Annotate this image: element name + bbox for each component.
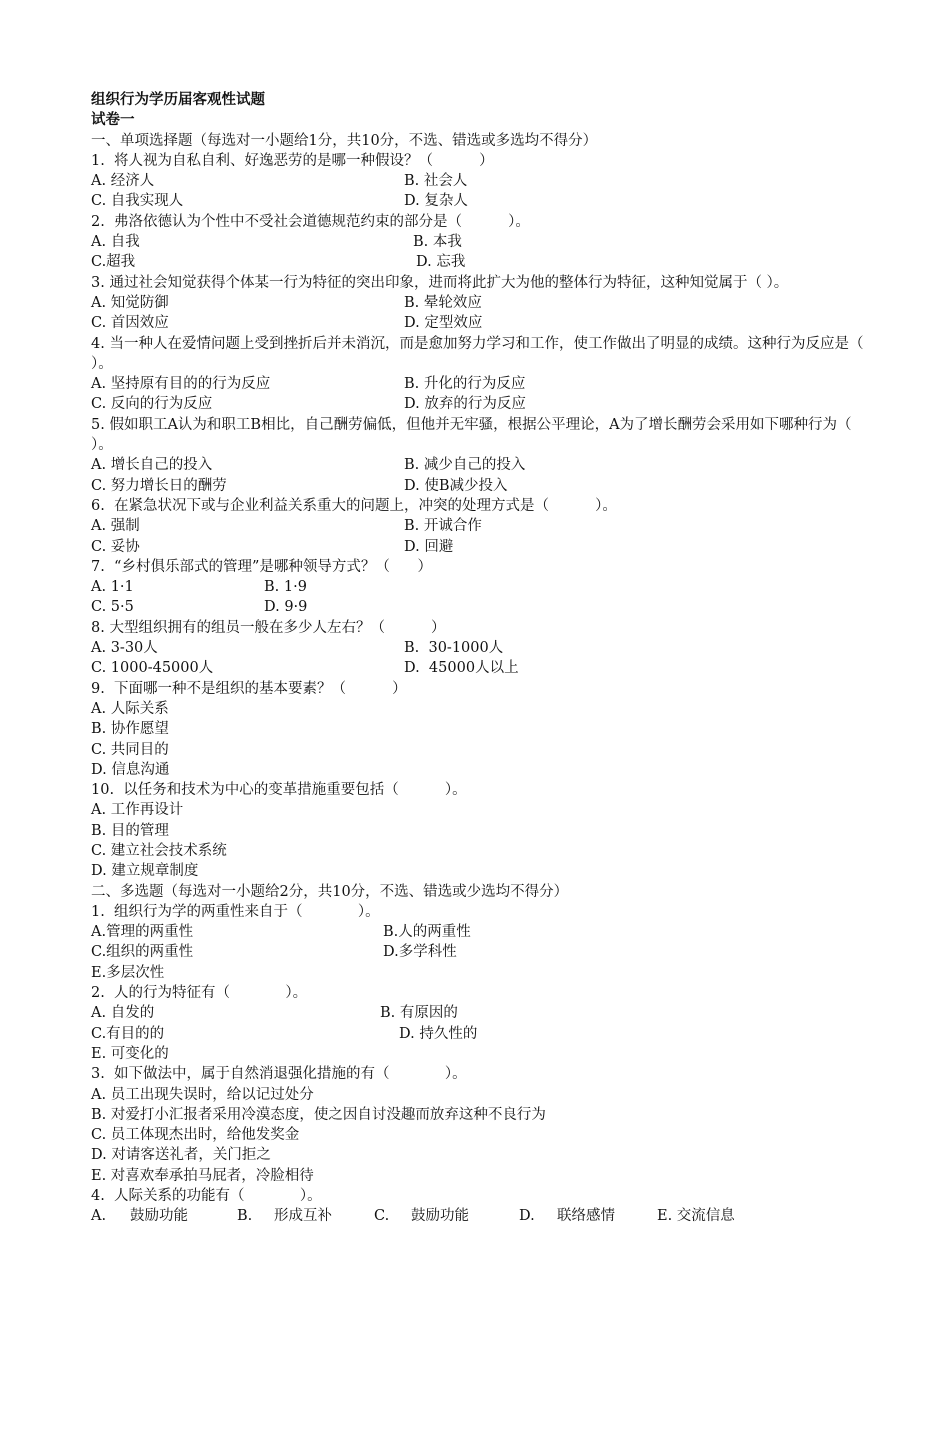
option-d: D. 复杂人 bbox=[404, 193, 468, 210]
option-d: D. 信息沟通 bbox=[91, 761, 170, 778]
option-a: A. 强制 bbox=[91, 518, 140, 535]
option-d: D. 9·9 bbox=[264, 599, 308, 616]
question-stem: 1. 组织行为学的两重性来自于（ ）。 bbox=[91, 903, 380, 920]
option-e: E. 对喜欢奉承拍马屁者，冷脸相待 bbox=[91, 1167, 314, 1184]
option-row bbox=[91, 232, 871, 252]
option-row bbox=[91, 1003, 871, 1023]
question-stem: 3. 通过社会知觉获得个体某一行为特征的突出印象，进而将此扩大为他的整体行为特征，这种知觉属于（ ）。 bbox=[91, 274, 789, 291]
option-b: B. 有原因的 bbox=[380, 1005, 458, 1022]
section2-heading: 二、多选题（每选对一小题给2分，共10分，不选、错选或少选均不得分） bbox=[91, 883, 569, 900]
option-b: B. 对爱打小汇报者采用冷漠态度，使之因自讨没趣而放弃这种不良行为 bbox=[91, 1106, 546, 1123]
option-c: C. 员工体现杰出时，给他发奖金 bbox=[91, 1127, 300, 1144]
option-d: D. 忘我 bbox=[416, 254, 466, 271]
option-c-letter: C. bbox=[374, 1208, 390, 1225]
question-stem: 6. 在紧急状况下或与企业利益关系重大的问题上，冲突的处理方式是（ ）。 bbox=[91, 497, 617, 514]
option-a: A. 坚持原有目的的行为反应 bbox=[91, 376, 271, 393]
option-row bbox=[91, 638, 871, 658]
option-b: B. 晕轮效应 bbox=[404, 294, 482, 311]
option-row bbox=[91, 1024, 871, 1044]
option-c: C. 建立社会技术系统 bbox=[91, 842, 227, 859]
option-a: A.管理的两重性 bbox=[91, 924, 194, 941]
option-a: 鼓励功能 bbox=[130, 1208, 188, 1225]
option-row bbox=[91, 171, 871, 191]
option-row bbox=[91, 537, 871, 557]
option-c: C. 妥协 bbox=[91, 538, 140, 555]
option-e: E. 可变化的 bbox=[91, 1045, 169, 1062]
option-d: D. 45000人以上 bbox=[404, 660, 519, 677]
option-row bbox=[91, 597, 871, 617]
option-a: A. 增长自己的投入 bbox=[91, 457, 213, 474]
question-stem: 10. 以任务和技术为中心的变革措施重要包括（ ）。 bbox=[91, 782, 467, 799]
option-c: C. 1000-45000人 bbox=[91, 660, 214, 677]
option-row bbox=[91, 1206, 871, 1226]
option-c: C.超我 bbox=[91, 254, 136, 271]
section1-heading: 一、单项选择题（每选对一小题给1分，共10分，不选、错选或多选均不得分） bbox=[91, 132, 598, 149]
question-stem: 9. 下面哪一种不是组织的基本要素？（ ） bbox=[91, 680, 407, 697]
option-d: D.多学科性 bbox=[383, 944, 457, 961]
option-d: D. 建立规章制度 bbox=[91, 863, 199, 880]
option-b: B. 减少自己的投入 bbox=[404, 457, 526, 474]
option-row bbox=[91, 252, 871, 272]
option-row bbox=[91, 516, 871, 536]
option-b: B. 目的管理 bbox=[91, 822, 169, 839]
option-b: B. 30-1000人 bbox=[404, 640, 504, 657]
question-stem: 7. “乡村俱乐部式的管理”是哪种领导方式？（ ） bbox=[91, 558, 433, 575]
option-c: C. 自我实现人 bbox=[91, 193, 184, 210]
option-b: B. 协作愿望 bbox=[91, 721, 169, 738]
option-row bbox=[91, 942, 871, 962]
document-page bbox=[91, 90, 871, 1227]
option-c: C.有目的的 bbox=[91, 1025, 165, 1042]
paper-label: 试卷一 bbox=[91, 111, 135, 129]
question-stem: 3. 如下做法中，属于自然消退强化措施的有（ ）。 bbox=[91, 1066, 467, 1083]
option-d-letter: D. bbox=[519, 1208, 535, 1225]
option-d: D. 持久性的 bbox=[399, 1025, 478, 1042]
option-row bbox=[91, 476, 871, 496]
question-stem: 5. 假如职工A认为和职工B相比，自己酬劳偏低，但他并无牢骚，根据公平理论，A为了增长酬劳会采用如下哪种行为（ ）。 bbox=[91, 416, 852, 454]
option-c: C. 共同目的 bbox=[91, 741, 169, 758]
option-b: B. 本我 bbox=[413, 234, 462, 251]
option-row bbox=[91, 394, 871, 414]
option-row bbox=[91, 577, 871, 597]
option-row bbox=[91, 658, 871, 678]
question-stem: 2. 弗洛依德认为个性中不受社会道德规范约束的部分是（ ）。 bbox=[91, 213, 530, 230]
question-stem: 2. 人的行为特征有（ ）。 bbox=[91, 985, 308, 1002]
option-b: B. 开诚合作 bbox=[404, 518, 482, 535]
option-c: C. 反向的行为反应 bbox=[91, 396, 213, 413]
option-b: B.人的两重性 bbox=[383, 924, 471, 941]
option-b: B. 社会人 bbox=[404, 173, 468, 190]
option-d: D. 使B减少投入 bbox=[404, 477, 508, 494]
option-a: A. 知觉防御 bbox=[91, 294, 169, 311]
question-stem: 1. 将人视为自私自利、好逸恶劳的是哪一种假设？（ ） bbox=[91, 152, 494, 169]
option-row bbox=[91, 191, 871, 211]
option-row bbox=[91, 313, 871, 333]
option-row bbox=[91, 293, 871, 313]
option-d: D. 回避 bbox=[404, 538, 454, 555]
option-e: E. 交流信息 bbox=[657, 1208, 735, 1225]
option-c: C. 努力增长日的酬劳 bbox=[91, 477, 227, 494]
option-d: D. 定型效应 bbox=[404, 315, 483, 332]
question-stem: 8. 大型组织拥有的组员一般在多少人左右？（ ） bbox=[91, 619, 446, 636]
question-stem: 4. 人际关系的功能有（ ）。 bbox=[91, 1188, 322, 1205]
option-e: E.多层次性 bbox=[91, 964, 165, 981]
option-b: B. 升化的行为反应 bbox=[404, 376, 526, 393]
option-b: B. 1·9 bbox=[264, 579, 307, 596]
question-stem: 4. 当一种人在爱情问题上受到挫折后并未消沉，而是愈加努力学习和工作，使工作做出了明显的成绩。这种行为反应是（ ）。 bbox=[91, 335, 864, 372]
option-d: 联络感情 bbox=[557, 1208, 615, 1225]
option-a: A. 3-30人 bbox=[91, 640, 158, 657]
option-c: C.组织的两重性 bbox=[91, 944, 194, 961]
option-a-letter: A. bbox=[91, 1208, 107, 1225]
option-a: A. 人际关系 bbox=[91, 700, 169, 717]
option-c: C. 首因效应 bbox=[91, 315, 169, 332]
option-d: D. 对请客送礼者，关门拒之 bbox=[91, 1147, 271, 1164]
option-a: A. 自我 bbox=[91, 234, 140, 251]
option-a: A. 经济人 bbox=[91, 173, 155, 190]
document-title: 组织行为学历届客观性试题 bbox=[91, 91, 265, 108]
option-row bbox=[91, 455, 871, 475]
option-row bbox=[91, 922, 871, 942]
option-b: 形成互补 bbox=[274, 1208, 332, 1225]
option-a: A. 工作再设计 bbox=[91, 802, 184, 819]
option-row bbox=[91, 374, 871, 394]
option-a: A. 1·1 bbox=[91, 579, 134, 596]
option-a: A. 自发的 bbox=[91, 1005, 155, 1022]
option-c: C. 5·5 bbox=[91, 599, 134, 616]
option-d: D. 放弃的行为反应 bbox=[404, 396, 526, 413]
option-c: 鼓励功能 bbox=[411, 1208, 469, 1225]
option-b-letter: B. bbox=[237, 1208, 253, 1225]
option-a: A. 员工出现失误时，给以记过处分 bbox=[91, 1086, 314, 1103]
